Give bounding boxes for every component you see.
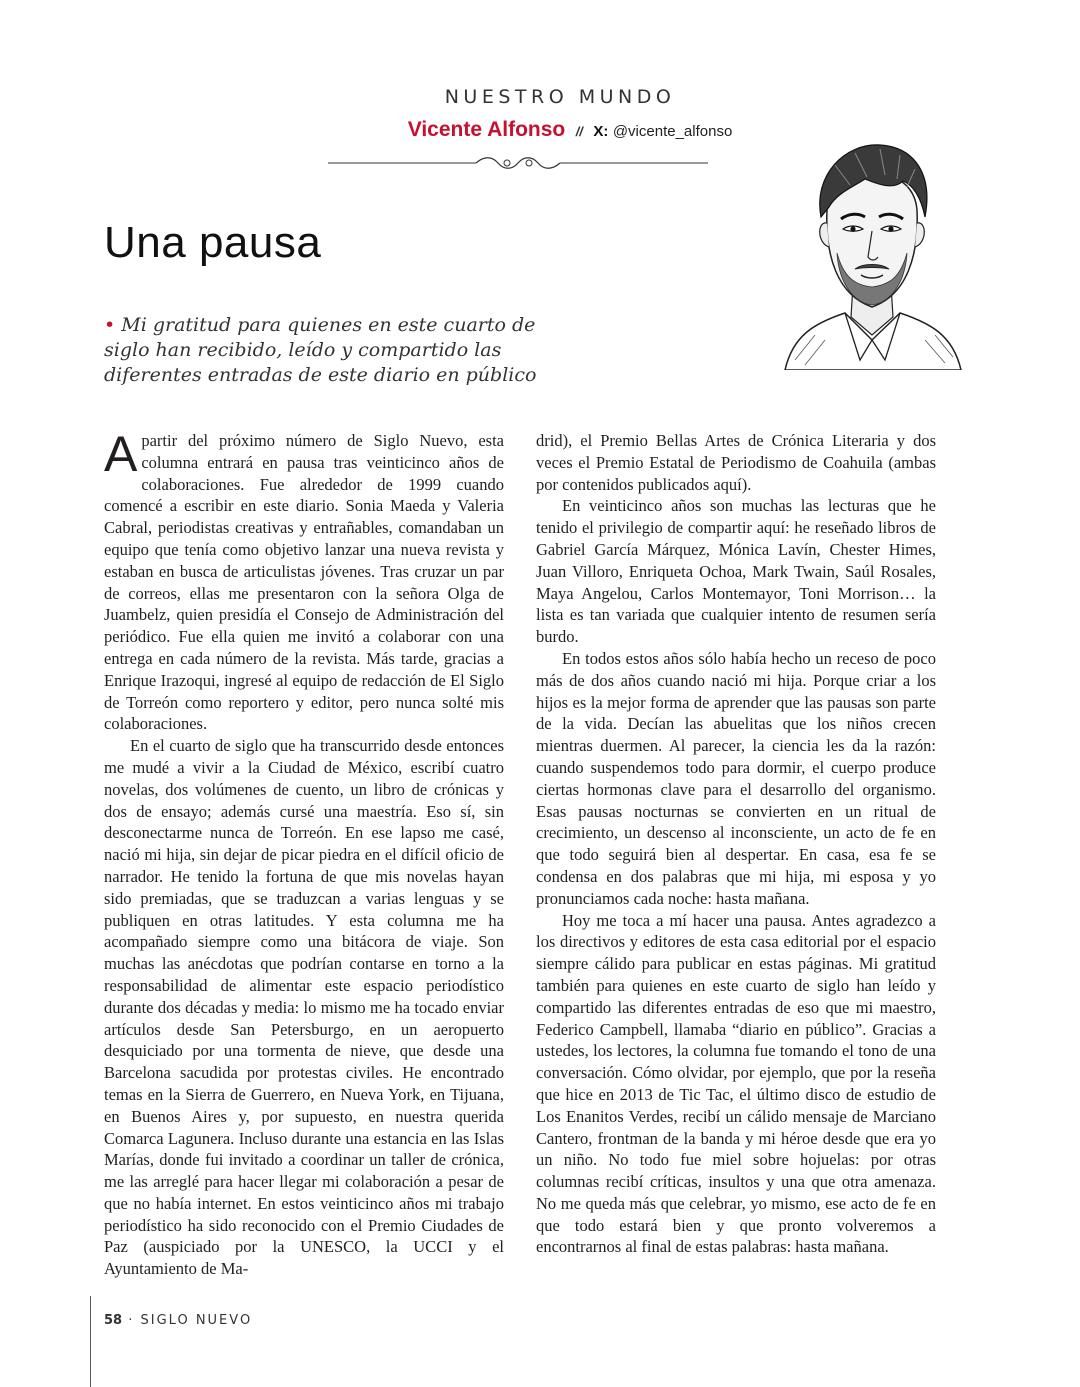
article-column-left — [104, 426, 504, 1280]
social-handle[interactable]: @vicente_alfonso — [612, 123, 733, 140]
paragraph: En todos estos años sólo había hecho un receso de poco más de dos años cuando nació mi hija. Porque criar a los hijos es la mejor forma de aprender que las pausas son parte de la vida. Decían las abuelitas que los niños crecen mientras duermen. Al parecer, la ciencia les da la razón: cuando suspendemos todo para dormir, el cuerpo produce ciertas hormonas clave para el desarrollo del organismo. Esas pausas nocturnas se convierten en un ritual de crecimiento, un descenso al inconsciente, un acto de fe en que todo seguirá bien al despertar. En casa, esa fe se condensa en dos palabras que mi hija, mi esposa y yo pronunciamos cada noche: hasta mañana. — [536, 648, 936, 908]
drop-cap: A — [104, 426, 138, 482]
page-number: 58 — [104, 1313, 123, 1328]
paragraph: En veinticinco años son muchas las lecturas que he tenido el privilegio de compartir aquí: he reseñado libros de Gabriel García Márquez, Mónica Lavín, Chester Himes, Juan Villoro, Enriqueta Ochoa, Mark Twain, Saúl Rosales, Maya Angelou, Carlos Montemayor, Toni Morrison… la lista es tan variada que cualquier intento de resumen sería burdo. — [536, 496, 936, 647]
article-title: Una pausa — [104, 218, 322, 267]
article-column-right — [536, 430, 936, 1258]
footer-rule — [90, 1296, 91, 1387]
article-deck: • Mi gratitud para quienes en este cuarto de siglo han recibido, leído y compartido las diferentes entradas de este diario en público — [104, 314, 537, 386]
deck-bullet-icon: • — [104, 314, 116, 336]
x-social-label: X: — [593, 123, 609, 140]
section-label: NUESTRO MUNDO — [444, 86, 676, 108]
author-portrait-illustration — [775, 135, 970, 370]
page-footer — [104, 1313, 252, 1328]
byline-separator: // — [575, 124, 583, 139]
footer-bullet: · — [128, 1313, 135, 1328]
paragraph: Hoy me toca a mí hacer una pausa. Antes agradezco a los directivos y editores de esta casa editorial por el espacio siempre cálido para publicar en estas páginas. Mi gratitud también para quienes en este cuarto de siglo han leído y compartido las diferentes entradas de eso que mi maestro, Federico Campbell, llamaba “diario en público”. Gracias a ustedes, los lectores, la columna fue tomando el tono de una conversación. Cómo olvidar, por ejemplo, que por la reseña que hice en 2013 de Tic Tac, el último disco de estudio de Los Enanitos Verdes, recibí un cálido mensaje de Marciano Cantero, frontman de la banda y mi héroe desde que era yo un niño. No todo fue miel sobre hojuelas: por otras columnas recibí críticas, insultos y una que otra amenaza. No me queda más que celebrar, yo mismo, ese acto de fe en que todo estará bien y que pronto volveremos a encontrarnos al final de estas palabras: hasta mañana. — [536, 910, 936, 1257]
author-name: Vicente Alfonso — [407, 118, 566, 141]
paragraph: Apartir del próximo número de Siglo Nuevo, esta columna entrará en pausa tras veinticinco años de colaboraciones. Fue alrededor de 1999 cuando comencé a escribir en este diario. Sonia Maeda y Valeria Cabral, periodistas creativas y entrañables, comandaban un equipo que tenía como objetivo lanzar una nueva revista y estaban en busca de articulistas jóvenes. Tras cruzar un par de correos, ellas me presentaron con la señora Olga de Juambelz, quien presidía el Consejo de Administración del periódico. Fue ella quien me invitó a colaborar con una entrega en cada número de la revista. Más tarde, gracias a Enrique Irazoqui, ingresé al equipo de redacción de El Siglo de Torreón como reportero y editor, pero nunca solté mis colaboraciones. — [104, 426, 504, 734]
ornament-divider-icon — [328, 152, 708, 174]
magazine-name: SIGLO NUEVO — [140, 1313, 253, 1328]
paragraph: drid), el Premio Bellas Artes de Crónica Literaria y dos veces el Premio Estatal de Periodismo de Coahuila (ambas por contenidos publicados aquí). — [536, 431, 936, 494]
paragraph: En el cuarto de siglo que ha transcurrido desde entonces me mudé a vivir a la Ciudad de México, escribí cuatro novelas, dos volúmenes de cuento, un libro de crónicas y dos de ensayo; además cursé una maestría. Eso sí, sin desconectarme nunca de Torreón. En ese lapso me casé, nació mi hija, sin dejar de picar piedra en el difícil oficio de narrador. He tenido la fortuna de que mis novelas hayan sido premiadas, que se traduzcan a varias lenguas y se publiquen en otras latitudes. Y esta columna me ha acompañado siempre como una bitácora de viaje. Son muchas las anécdotas que podrían contarse en torno a la responsabilidad de alimentar este espacio periodístico durante dos décadas y media: lo mismo me ha tocado enviar artículos desde San Petersburgo, en un aeropuerto desquiciado por una tormenta de nieve, que desde una Barcelona sacudida por protestas civiles. He encontrado temas en la Sierra de Guerrero, en Nueva York, en Tijuana, en Buenos Aires y, por supuesto, en nuestra querida Comarca Lagunera. Incluso durante una estancia en las Islas Marías, donde fui invitado a coordinar un taller de crónica, me las arreglé para hacer llegar mi colaboración a pesar de que no había internet. En estos veinticinco años mi trabajo periodístico ha sido reconocido con el Premio Ciudades de Paz (auspiciado por la UNESCO, la UCCI y el Ayuntamiento de Ma- — [104, 736, 504, 1279]
